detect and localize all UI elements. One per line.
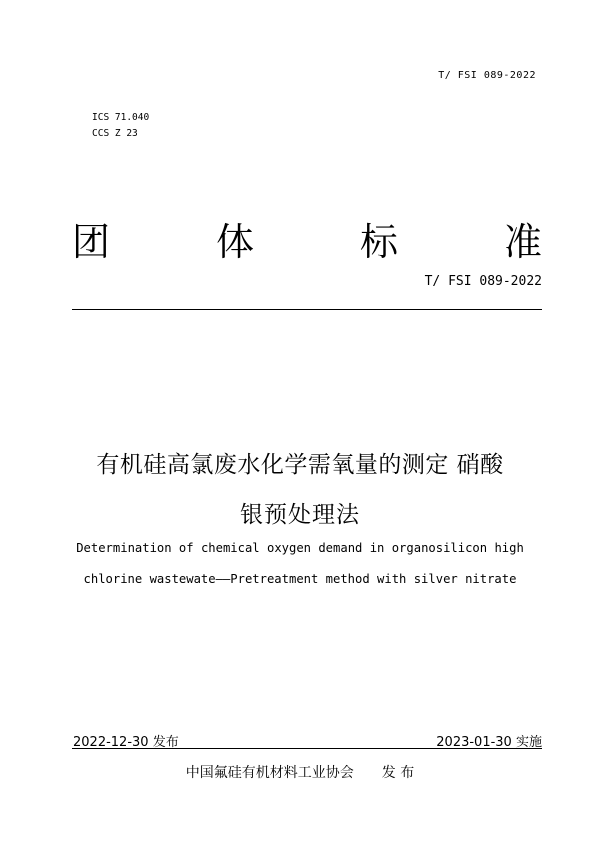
issue-label: 发布	[152, 735, 179, 750]
title-char-4: 准	[503, 220, 542, 264]
publisher-action: 发 布	[381, 765, 415, 781]
header-divider	[72, 309, 542, 310]
english-title-line-2: chlorine wastewate——Pretreatment method with silver nitrate	[83, 572, 517, 586]
header-standard-code: T/ FSI 089-2022	[438, 70, 536, 81]
standard-number: T/ FSI 089-2022	[424, 274, 542, 289]
document-type-title	[72, 218, 542, 266]
publisher-line	[0, 762, 600, 782]
english-title-line-1: Determination of chemical oxygen demand in organosilicon high	[76, 541, 524, 555]
footer-divider	[72, 748, 542, 749]
publisher-name: 中国氟硅有机材料工业协会	[185, 765, 354, 781]
title-char-2: 体	[215, 220, 254, 264]
issue-date: 2022-12-30	[73, 735, 149, 750]
title-char-3: 标	[359, 220, 398, 264]
effective-date: 2023-01-30	[436, 735, 512, 750]
effective-label: 实施	[515, 735, 542, 750]
ccs-code: CCS Z 23	[92, 128, 138, 139]
chinese-title-line-2: 银预处理法	[240, 502, 360, 528]
chinese-title-line-1: 有机硅高氯废水化学需氧量的测定 硝酸	[96, 452, 504, 478]
title-char-1: 团	[72, 220, 111, 264]
ics-code: ICS 71.040	[92, 112, 150, 123]
classification-codes	[92, 110, 149, 142]
